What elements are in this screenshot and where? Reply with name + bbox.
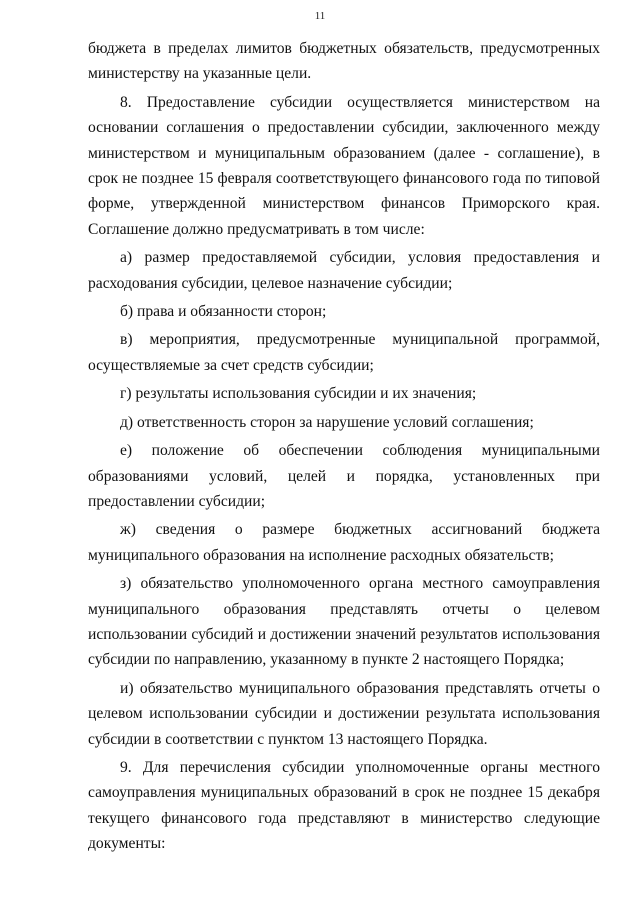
list-item-v: в) мероприятия, предусмотренные муниципальной программой, осуществляемые за счет средств субсидии; bbox=[88, 331, 600, 374]
document-body bbox=[88, 36, 600, 860]
list-item-d: д) ответственность сторон за нарушение условий соглашения; bbox=[120, 413, 534, 431]
list-item-g: г) результаты использования субсидии и их значения; bbox=[120, 385, 477, 403]
paragraph-clause-9: 9. Для перечисления субсидии уполномоченные органы местного самоуправления муниципальных образований в срок не позднее 15 декабря текущего финансового года представляют в министерство следующие документы: bbox=[88, 758, 600, 853]
page-number: 11 bbox=[314, 10, 326, 22]
list-item-a: а) размер предоставляемой субсидии, условия предоставления и расходования субсидии, целевое назначение субсидии; bbox=[88, 249, 600, 292]
list-item-b: б) права и обязанности сторон; bbox=[120, 303, 327, 321]
list-item-z: з) обязательство уполномоченного органа местного самоуправления муниципального образования представлять отчеты о целевом использовании субсидий и достижении значений результатов использования субсидии по направлению, указанному в пункте 2 настоящего Порядка; bbox=[88, 575, 600, 669]
list-item-e: е) положение об обеспечении соблюдения муниципальными образованиями условий, целей и порядка, установленных при предоставлении субсидии; bbox=[88, 442, 600, 510]
list-item-zh: ж) сведения о размере бюджетных ассигнований бюджета муниципального образования на исполнение расходных обязательств; bbox=[88, 521, 600, 564]
paragraph-clause-8: 8. Предоставление субсидии осуществляется министерством на основании соглашения о предоставлении субсидии, заключенного между министерством и муниципальным образованием (далее - соглашение), в срок не позднее 15 февраля соответствующего финансового года по типовой форме, утвержденной министерством финансов Приморского края. Соглашение должно предусматривать в том числе: bbox=[88, 93, 600, 238]
list-item-i: и) обязательство муниципального образования представлять отчеты о целевом использовании субсидии и достижении результата использования субсидии в соответствии с пунктом 13 настоящего Порядка. bbox=[88, 679, 600, 748]
paragraph-continuation: бюджета в пределах лимитов бюджетных обязательств, предусмотренных министерству на указанные цели. bbox=[88, 40, 600, 83]
